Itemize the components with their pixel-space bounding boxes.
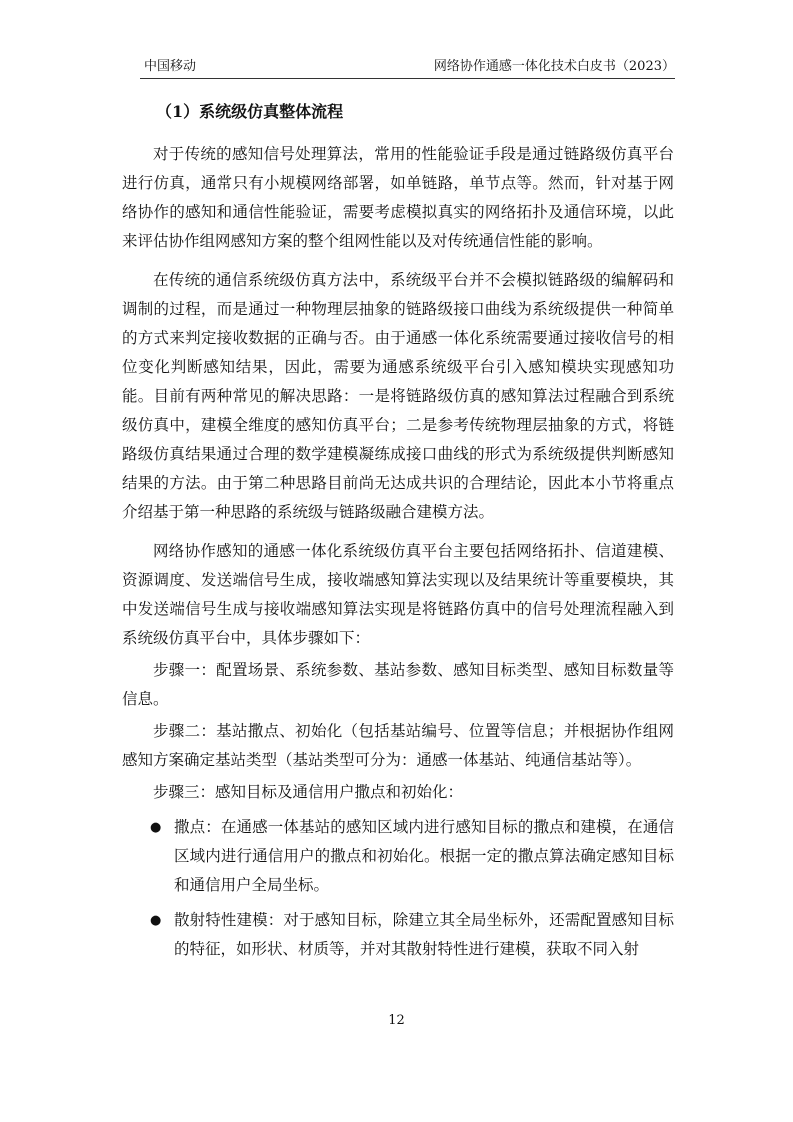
page-header [140, 52, 675, 79]
step-2: 步骤二：基站撒点、初始化（包括基站编号、位置等信息；并根据协作组网感知方案确定基站类型（基站类型可分为：通感一体基站、纯通信基站等）。 [122, 722, 674, 769]
page-content [122, 97, 674, 968]
step-3: 步骤三：感知目标及通信用户撒点和初始化： [153, 783, 464, 801]
bullet-item [122, 906, 674, 964]
page-number: 12 [388, 1013, 405, 1028]
header-left-text: 中国移动 [144, 59, 197, 74]
bullet-text: 散射特性建模：对于感知目标，除建立其全局坐标外，还需配置感知目标的特征，如形状、材质等，并对其散射特性进行建模，获取不同入射 [174, 911, 674, 958]
bullet-item [122, 813, 674, 900]
bullet-dot-icon: ● [150, 913, 162, 928]
header-right-text: 网络协作通感一体化技术白皮书（2023） [433, 59, 675, 74]
bullet-dot-icon: ● [150, 820, 162, 835]
paragraph-2: 在传统的通信系统级仿真方法中，系统级平台并不会模拟链路级的编解码和调制的过程，而是通过一种物理层抽象的链路级接口曲线为系统级提供一种简单的方式来判定接收数据的正确与否。由于通感一体化系统需要通过接收信号的相位变化判断感知结果，因此，需要为通感系统级平台引入感知模块实现感知功能。目前有两种常见的解决思路：一是将链路级仿真的感知算法过程融合到系统级仿真中，建模全维度的感知仿真平台；二是参考传统物理层抽象的方式，将链路级仿真结果通过合理的数学建模凝练成接口曲线的形式为系统级提供判断感知结果的方法。由于第二种思路目前尚无达成共识的合理结论，因此本小节将重点介绍基于第一种思路的系统级与链路级融合建模方法。 [122, 271, 674, 521]
section-title: （1）系统级仿真整体流程 [156, 102, 344, 121]
paragraph-1: 对于传统的感知信号处理算法，常用的性能验证手段是通过链路级仿真平台进行仿真，通常只有小规模网络部署，如单链路，单节点等。然而，针对基于网络协作的感知和通信性能验证，需要考虑模拟真实的网络拓扑及通信环境，以此来评估协作组网感知方案的整个组网性能以及对传统通信性能的影响。 [122, 145, 674, 250]
step-1: 步骤一：配置场景、系统参数、基站参数、感知目标类型、感知目标数量等信息。 [122, 661, 674, 708]
paragraph-3: 网络协作感知的通感一体化系统级仿真平台主要包括网络拓扑、信道建模、资源调度、发送端信号生成，接收端感知算法实现以及结果统计等重要模块，其中发送端信号生成与接收端感知算法实现是将链路仿真中的信号处理流程融入到系统级仿真平台中，具体步骤如下： [122, 542, 674, 647]
bullet-text: 撒点：在通感一体基站的感知区域内进行感知目标的撒点和建模，在通信区域内进行通信用户的撒点和初始化。根据一定的撒点算法确定感知目标和通信用户全局坐标。 [174, 818, 674, 894]
